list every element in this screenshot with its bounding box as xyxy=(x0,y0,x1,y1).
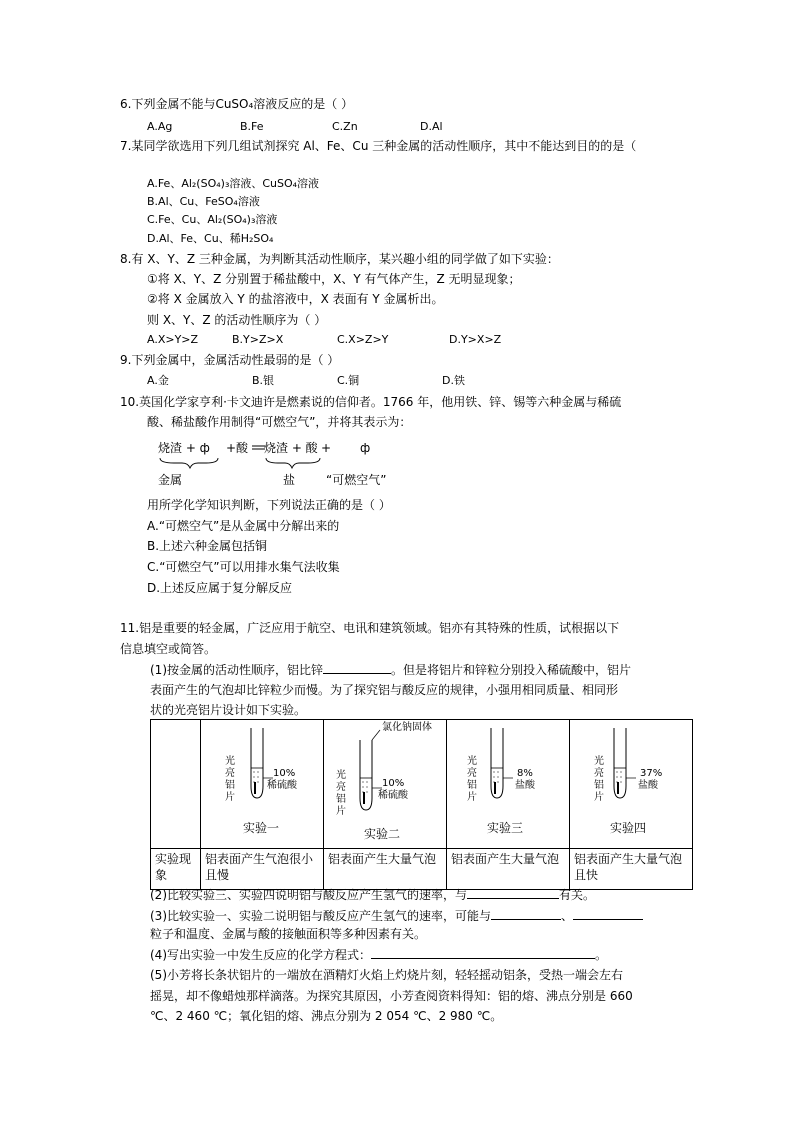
al-label-3-c4: 片 xyxy=(467,792,477,803)
q7-option-a: A.Fe、Al₂(SO₄)₃溶液、CuSO₄溶液 xyxy=(147,177,320,190)
q8-option-b: B.Y>Z>X xyxy=(232,333,284,346)
acid-pct-2: 10% xyxy=(382,778,405,789)
equation-part2: 烧渣 + 酸 xyxy=(264,441,318,455)
q11-part2-a: (2)比较实验三、实验四说明铝与酸反应产生氢气的速率，与 xyxy=(150,888,468,902)
q9-stem: 9.下列金属中，金属活动性最弱的是（ ） xyxy=(120,353,340,367)
q11-part1-b: 。但是将铝片和锌粒分别投入稀硫酸中，铝片 xyxy=(391,663,632,677)
acid-name-1: 稀硫酸 xyxy=(267,780,297,791)
q6-option-b: B.Fe xyxy=(240,120,264,133)
acid-pct-3: 8% xyxy=(517,768,533,779)
q7-option-b: B.Al、Cu、FeSO₄溶液 xyxy=(147,195,260,208)
q8-option-a: A.X>Y>Z xyxy=(147,333,199,346)
q10-ask: 用所学化学知识判断，下列说法正确的是（ ） xyxy=(147,498,391,512)
q11-part3-line2: 粒子和温度、金属与酸的接触面积等多种因素有关。 xyxy=(150,927,427,941)
q6-option-a: A.Ag xyxy=(147,120,173,133)
q11-part3-sep: 、 xyxy=(561,909,574,923)
q10-line1: 10.英国化学家亨利·卡文迪许是燃素说的信仰者。1766 年，他用铁、锌、锡等六种金属与稀硫 xyxy=(120,395,622,409)
q10-equation xyxy=(150,436,450,492)
acid-pct-4: 37% xyxy=(640,768,663,779)
label-flammable-air: “可燃空气” xyxy=(326,473,387,487)
al-label-3-c3: 铝 xyxy=(467,780,477,791)
q8-step2: ②将 X 金属放入 Y 的盐溶液中，X 表面有 Y 金属析出。 xyxy=(147,292,444,306)
q10-line2: 酸、稀盐酸作用制得“可燃空气”，并将其表示为： xyxy=(147,415,412,429)
test-tube-2-drawing xyxy=(324,720,446,844)
answer-blank-1[interactable] xyxy=(323,661,391,674)
test-tube-4-drawing xyxy=(570,720,692,844)
answer-blank-2[interactable] xyxy=(467,886,559,899)
q11-part5-line2: 摇晃，却不像蜡烛那样滴落。为探究其原因，小芳查阅资料得知：铝的熔、沸点分别是 660 xyxy=(150,989,633,1003)
al-label-1-c4: 片 xyxy=(225,792,235,803)
experiment-1-label: 实验一 xyxy=(243,821,280,835)
al-label-1-c1: 光 xyxy=(225,756,235,767)
acid-pct-1: 10% xyxy=(273,768,296,779)
equation-phi: ф xyxy=(360,441,371,455)
q9-option-d: D.铁 xyxy=(442,374,465,387)
q7-stem: 7.某同学欲选用下列几组试剂探究 Al、Fe、Cu 三种金属的活动性顺序，其中不能达到目的的是（ xyxy=(120,139,637,153)
q10-option-c: C.“可燃空气”可以用排水集气法收集 xyxy=(147,560,340,574)
experiment-4-figure xyxy=(570,720,693,849)
q11-part4-b: 。 xyxy=(595,948,608,962)
answer-blank-4[interactable] xyxy=(371,946,595,959)
al-label-4-c2: 亮 xyxy=(594,768,604,779)
nacl-label: 氯化钠固体 xyxy=(382,722,432,733)
q9-option-c: C.铜 xyxy=(337,374,360,387)
experiment-2-label: 实验二 xyxy=(364,827,401,841)
q7-option-c: C.Fe、Cu、Al₂(SO₄)₃溶液 xyxy=(147,213,278,226)
q11-line2: 信息填空或简答。 xyxy=(120,642,217,656)
q11-part1-line3: 状的光亮铝片设计如下实验。 xyxy=(150,703,307,717)
al-label-2-c1: 光 xyxy=(336,770,346,781)
equation-acid: +酸 xyxy=(226,441,249,455)
experiment-3-figure xyxy=(447,720,570,849)
experiment-3-label: 实验三 xyxy=(487,821,524,835)
table-cell-blank xyxy=(151,720,201,849)
q8-stem: 8.有 X、Y、Z 三种金属，为判断其活动性顺序，某兴趣小组的同学做了如下实验： xyxy=(120,252,559,266)
answer-blank-3a[interactable] xyxy=(491,907,561,920)
test-tube-3-drawing xyxy=(447,720,569,844)
q11-part4 xyxy=(150,946,607,963)
answer-blank-3b[interactable] xyxy=(573,907,643,920)
q11-part5-line1: (5)小芳将长条状铝片的一端放在酒精灯火焰上灼烧片刻，轻轻摇动铝条，受热一端会左右 xyxy=(150,968,624,982)
label-salt: 盐 xyxy=(283,473,296,487)
experiment-1-figure xyxy=(201,720,324,849)
q11-part1 xyxy=(150,661,631,678)
test-tube-1-drawing xyxy=(201,720,323,844)
al-label-3-c1: 光 xyxy=(467,756,477,767)
acid-name-3: 盐酸 xyxy=(515,780,535,791)
al-label-4-c4: 片 xyxy=(594,792,604,803)
q11-part3 xyxy=(150,907,643,924)
acid-name-4: 盐酸 xyxy=(638,780,658,791)
observation-2: 铝表面产生大量气泡 xyxy=(324,849,447,890)
q6-option-d: D.Al xyxy=(420,120,443,133)
q7-option-d: D.Al、Fe、Cu、稀H₂SO₄ xyxy=(147,232,274,245)
q11-part4-a: (4)写出实验一中发生反应的化学方程式： xyxy=(150,948,371,962)
al-label-1-c3: 铝 xyxy=(225,780,235,791)
q8-option-c: C.X>Z>Y xyxy=(337,333,389,346)
q9-option-b: B.银 xyxy=(252,374,275,387)
q10-option-d: D.上述反应属于复分解反应 xyxy=(147,581,293,595)
q11-part1-line2: 表面产生的气泡却比锌粒少而慢。为了探究铝与酸反应的规律，小强用相同质量、相同形 xyxy=(150,683,619,697)
q10-option-b: B.上述六种金属包括铜 xyxy=(147,539,268,553)
observation-1: 铝表面产生气泡很小且慢 xyxy=(201,849,324,890)
table-row-observations xyxy=(151,849,693,890)
q11-part2 xyxy=(150,886,595,903)
al-label-3-c2: 亮 xyxy=(467,768,477,779)
label-metal: 金属 xyxy=(158,473,183,487)
equation-plus: + xyxy=(321,441,332,455)
experiment-2-figure xyxy=(324,720,447,849)
al-label-2-c4: 片 xyxy=(336,806,346,817)
q8-option-d: D.Y>X>Z xyxy=(449,333,502,346)
q8-ask: 则 X、Y、Z 的活动性顺序为（ ） xyxy=(147,313,327,327)
table-row-figures xyxy=(151,720,693,849)
experiment-table xyxy=(150,719,693,890)
acid-name-2: 稀硫酸 xyxy=(378,790,408,801)
q11-part5-line3: ℃、2 460 ℃；氧化铝的熔、沸点分别为 2 054 ℃、2 980 ℃。 xyxy=(150,1009,503,1023)
al-label-1-c2: 亮 xyxy=(225,768,235,779)
observation-3: 铝表面产生大量气泡 xyxy=(447,849,570,890)
q11-part3-a: (3)比较实验一、实验二说明铝与酸反应产生氢气的速率，可能与 xyxy=(150,909,492,923)
q9-option-a: A.金 xyxy=(147,374,169,387)
al-label-2-c2: 亮 xyxy=(336,782,346,793)
experiment-4-label: 实验四 xyxy=(610,821,647,835)
q6-option-c: C.Zn xyxy=(332,120,358,133)
q8-step1: ①将 X、Y、Z 分别置于稀盐酸中，X、Y 有气体产生，Z 无明显现象； xyxy=(147,272,521,286)
q6-stem: 6.下列金属不能与CuSO₄溶液反应的是（ ） xyxy=(120,97,354,111)
q11-part2-b: 有关。 xyxy=(559,888,596,902)
q11-line1: 11.铝是重要的轻金属，广泛应用于航空、电讯和建筑领域。铝亦有其特殊的性质，试根据以下 xyxy=(120,621,620,635)
al-label-4-c3: 铝 xyxy=(594,780,604,791)
q10-option-a: A.“可燃空气”是从金属中分解出来的 xyxy=(147,519,340,533)
observation-4: 铝表面产生大量气泡且快 xyxy=(570,849,693,890)
equation-part1: 烧渣 + ф xyxy=(158,441,210,455)
row-header-observation: 实验现象 xyxy=(151,849,201,890)
q11-part1-a: (1)按金属的活动性顺序，铝比锌 xyxy=(150,663,323,677)
al-label-4-c1: 光 xyxy=(594,756,604,767)
al-label-2-c3: 铝 xyxy=(336,794,346,805)
